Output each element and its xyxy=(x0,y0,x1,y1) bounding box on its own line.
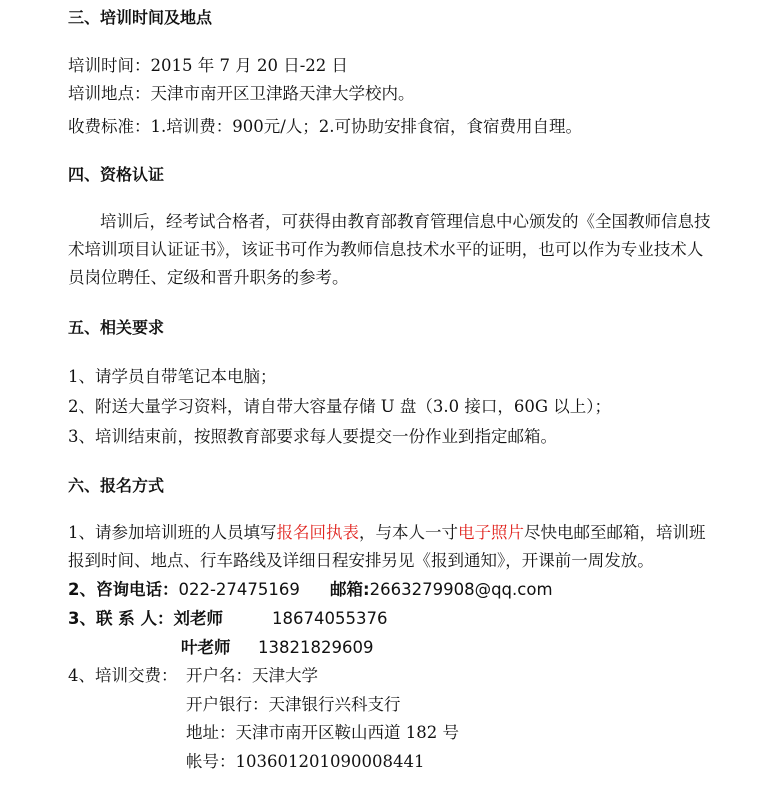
section-4-heading: 四、资格认证 xyxy=(68,165,165,184)
email-row xyxy=(330,580,553,600)
contact-1-phone: 18674055376 xyxy=(272,609,388,628)
cert-paragraph-line-3: 员岗位聘任、定级和晋升职务的参考。 xyxy=(68,268,349,287)
consult-row xyxy=(68,580,300,600)
bank-name: 开户银行：天津银行兴科支行 xyxy=(186,695,401,714)
contact-2-phone: 13821829609 xyxy=(258,638,374,657)
registration-text: 尽快电邮至邮箱，培训班 xyxy=(524,523,706,542)
section-3-heading: 三、培训时间及地点 xyxy=(68,8,213,27)
cert-paragraph-line-1: 培训后，经考试合格者，可获得由教育部教育管理信息中心颁发的《全国教师信息技 xyxy=(100,212,711,231)
fee-standard: 收费标准：1.培训费：900元/人；2.可协助安排食宿，食宿费用自理。 xyxy=(68,117,583,136)
registration-text: 1、请参加培训班的人员填写 xyxy=(68,523,277,542)
account-name: 开户名：天津大学 xyxy=(186,666,318,685)
email-address: 2663279908@qq.com xyxy=(369,580,553,599)
requirement-item-2: 2、附送大量学习资料，请自带大容量存储 U 盘（3.0 接口，60G 以上）； xyxy=(68,397,612,416)
contact-label: 3、联 系 人： xyxy=(68,609,174,628)
payment-label: 4、培训交费： xyxy=(68,666,178,685)
registration-text: ，与本人一寸 xyxy=(359,523,458,542)
registration-paragraph-line-2: 报到时间、地点、行车路线及详细日程安排另见《报到通知》，开课前一周发放。 xyxy=(68,551,654,570)
requirement-item-3: 3、培训结束前，按照教育部要求每人要提交一份作业到指定邮箱。 xyxy=(68,427,557,446)
cert-paragraph-line-2: 术培训项目认证证书》，该证书可作为教师信息技术水平的证明，也可以作为专业技术人 xyxy=(68,240,704,259)
section-5-heading: 五、相关要求 xyxy=(68,318,165,337)
registration-paragraph-line-1 xyxy=(68,523,706,543)
phone-label: 2、咨询电话： xyxy=(68,580,179,599)
contact-row-1 xyxy=(68,609,223,629)
registration-form-highlight: 报名回执表 xyxy=(276,523,359,542)
email-label: 邮箱: xyxy=(330,580,370,599)
training-place: 培训地点：天津市南开区卫津路天津大学校内。 xyxy=(68,84,415,103)
bank-address: 地址：天津市南开区鞍山西道 182 号 xyxy=(186,723,459,742)
photo-highlight: 电子照片 xyxy=(458,523,524,542)
phone-number: 022-27475169 xyxy=(178,580,300,599)
section-6-heading: 六、报名方式 xyxy=(68,476,165,495)
requirement-item-1: 1、请学员自带笔记本电脑； xyxy=(68,367,277,386)
account-number: 帐号：103601201090008441 xyxy=(186,752,425,771)
training-time: 培训时间：2015 年 7 月 20 日-22 日 xyxy=(68,56,349,75)
contact-2-name: 叶老师 xyxy=(181,638,231,657)
contact-1-name: 刘老师 xyxy=(173,609,223,628)
